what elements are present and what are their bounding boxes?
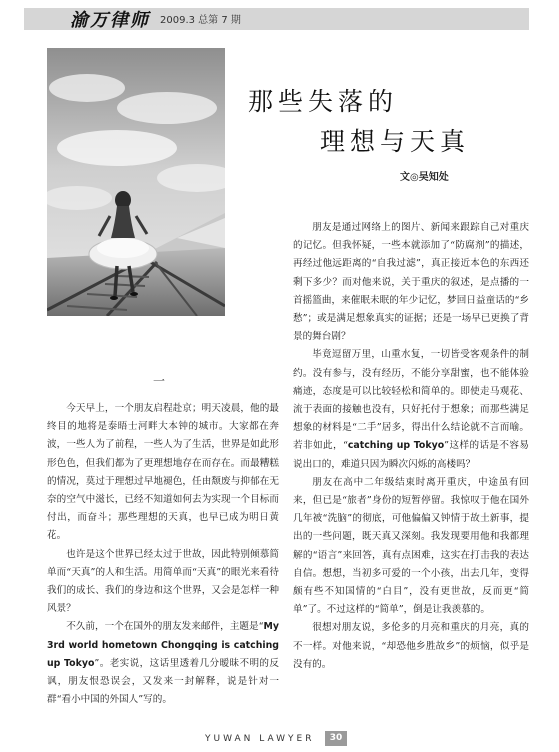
page-number: 30 [325,731,347,746]
paragraph: 朋友在高中二年级结束时离开重庆，中途虽有回来，但已是“旅者”身份的短暂停留。我惊叹于他在国外几年被“洗脑”的彻底，可他偏偏又钟情于故土新事，提出的一些问题，既天真又深刻。我发现要用他和我都理解的“语言”来回答，真有点困难，这实在打击我的表达自信。想想，当初多可爱的一个小孩，出去几年，变得颇有些不知国情的“白目”，没有更世故，反而更“简单”了。不过这样的“简单”，倒是让我羡慕的。 [293,476,529,616]
left-text-column [47,400,279,709]
right-text-column [293,219,529,674]
paragraph: 也许是这个世界已经太过于世故，因此特别倾慕简单而“天真”的人和生活。用简单而“天真”的眼光来看待我们的成长、我们的身边和这个世界，又会是怎样一种风景？ [47,548,279,615]
paragraph [293,346,529,473]
english-quote: My 3rd world hometown Chongqing is catching up Tokyo [47,621,279,669]
issue-label: 2009.3 总第 7 期 [160,15,241,26]
paragraph: 很想对朋友说，多伦多的月亮和重庆的月亮，真的不一样。对他来说，“却恐他乡胜故乡”的烦恼，似乎是没有的。 [293,622,529,670]
article-photo [47,48,225,316]
paragraph: 朋友是通过网络上的图片、新闻来跟踪自己对重庆的记忆。但我怀疑，一些本就添加了“防腐剂”的描述，再经过他远距离的“自我过滤”，真正接近本色的东西还剩下多少？而对他来说，关于重庆的叙述，是点播的一首摇篮曲，来催眠未眠的年少记忆，梦回日益童话的“乡愁”；或是满足想象真实的证据；还是一场早已更换了背景的舞台剧？ [293,222,529,343]
section-number: 一 [153,374,166,388]
article-title-line2: 理想与天真 [320,127,471,156]
paragraph-text: 毕竟逗留万里，山重水复，一切皆受客观条件的制约。没有参与，没有经历，不能分享甜蜜，也不能体验痛迹，态度是可以比较轻松和简单的。即使走马观花、流于表面的接触也没有，只好托付于想象；而那些满足想象的材料是“二手”居多，得出什么结论就不言而喻。若非如此，“ [293,349,529,452]
paragraph-text: ”。老实说，这话里透着几分暧昧不明的反讽，朋友恨恐误会，又发来一封解释，说是针对一群“看小中国的外国人”写的。 [47,657,280,706]
paragraph [47,618,279,709]
paragraph-text: 不久前，一个在国外的朋友发来邮件，主题是“ [66,621,264,633]
english-quote: catching up Tokyo [347,440,445,452]
footer-magazine-name: YUWAN LAWYER [205,734,315,744]
paragraph-text: ”这样的话是不容易说出口的，难道只因为瞬次闪烁的高楼吗？ [293,440,530,470]
magazine-logo: 渝万律师 [70,10,150,31]
article-title-line1: 那些失落的 [248,87,399,116]
paragraph: 今天早上，一个朋友启程赴京；明天凌晨，他的最终目的地将是泰晤士河畔大本钟的城市。大家都在奔波，一些人为了前程，一些人为了生活，世界是如此形形色色，但我们都为了更理想地存在而存在。而最糟糕的情况，莫过于理想过早地褪色，任由颓废与抑郁在无奈的空气中滋长，已经不知道如何去为实现一个目标而付出，而奋斗；那些理想的天真，也早已成为明日黄花。 [47,403,279,542]
author-byline: 文◎吴知处 [400,172,449,183]
